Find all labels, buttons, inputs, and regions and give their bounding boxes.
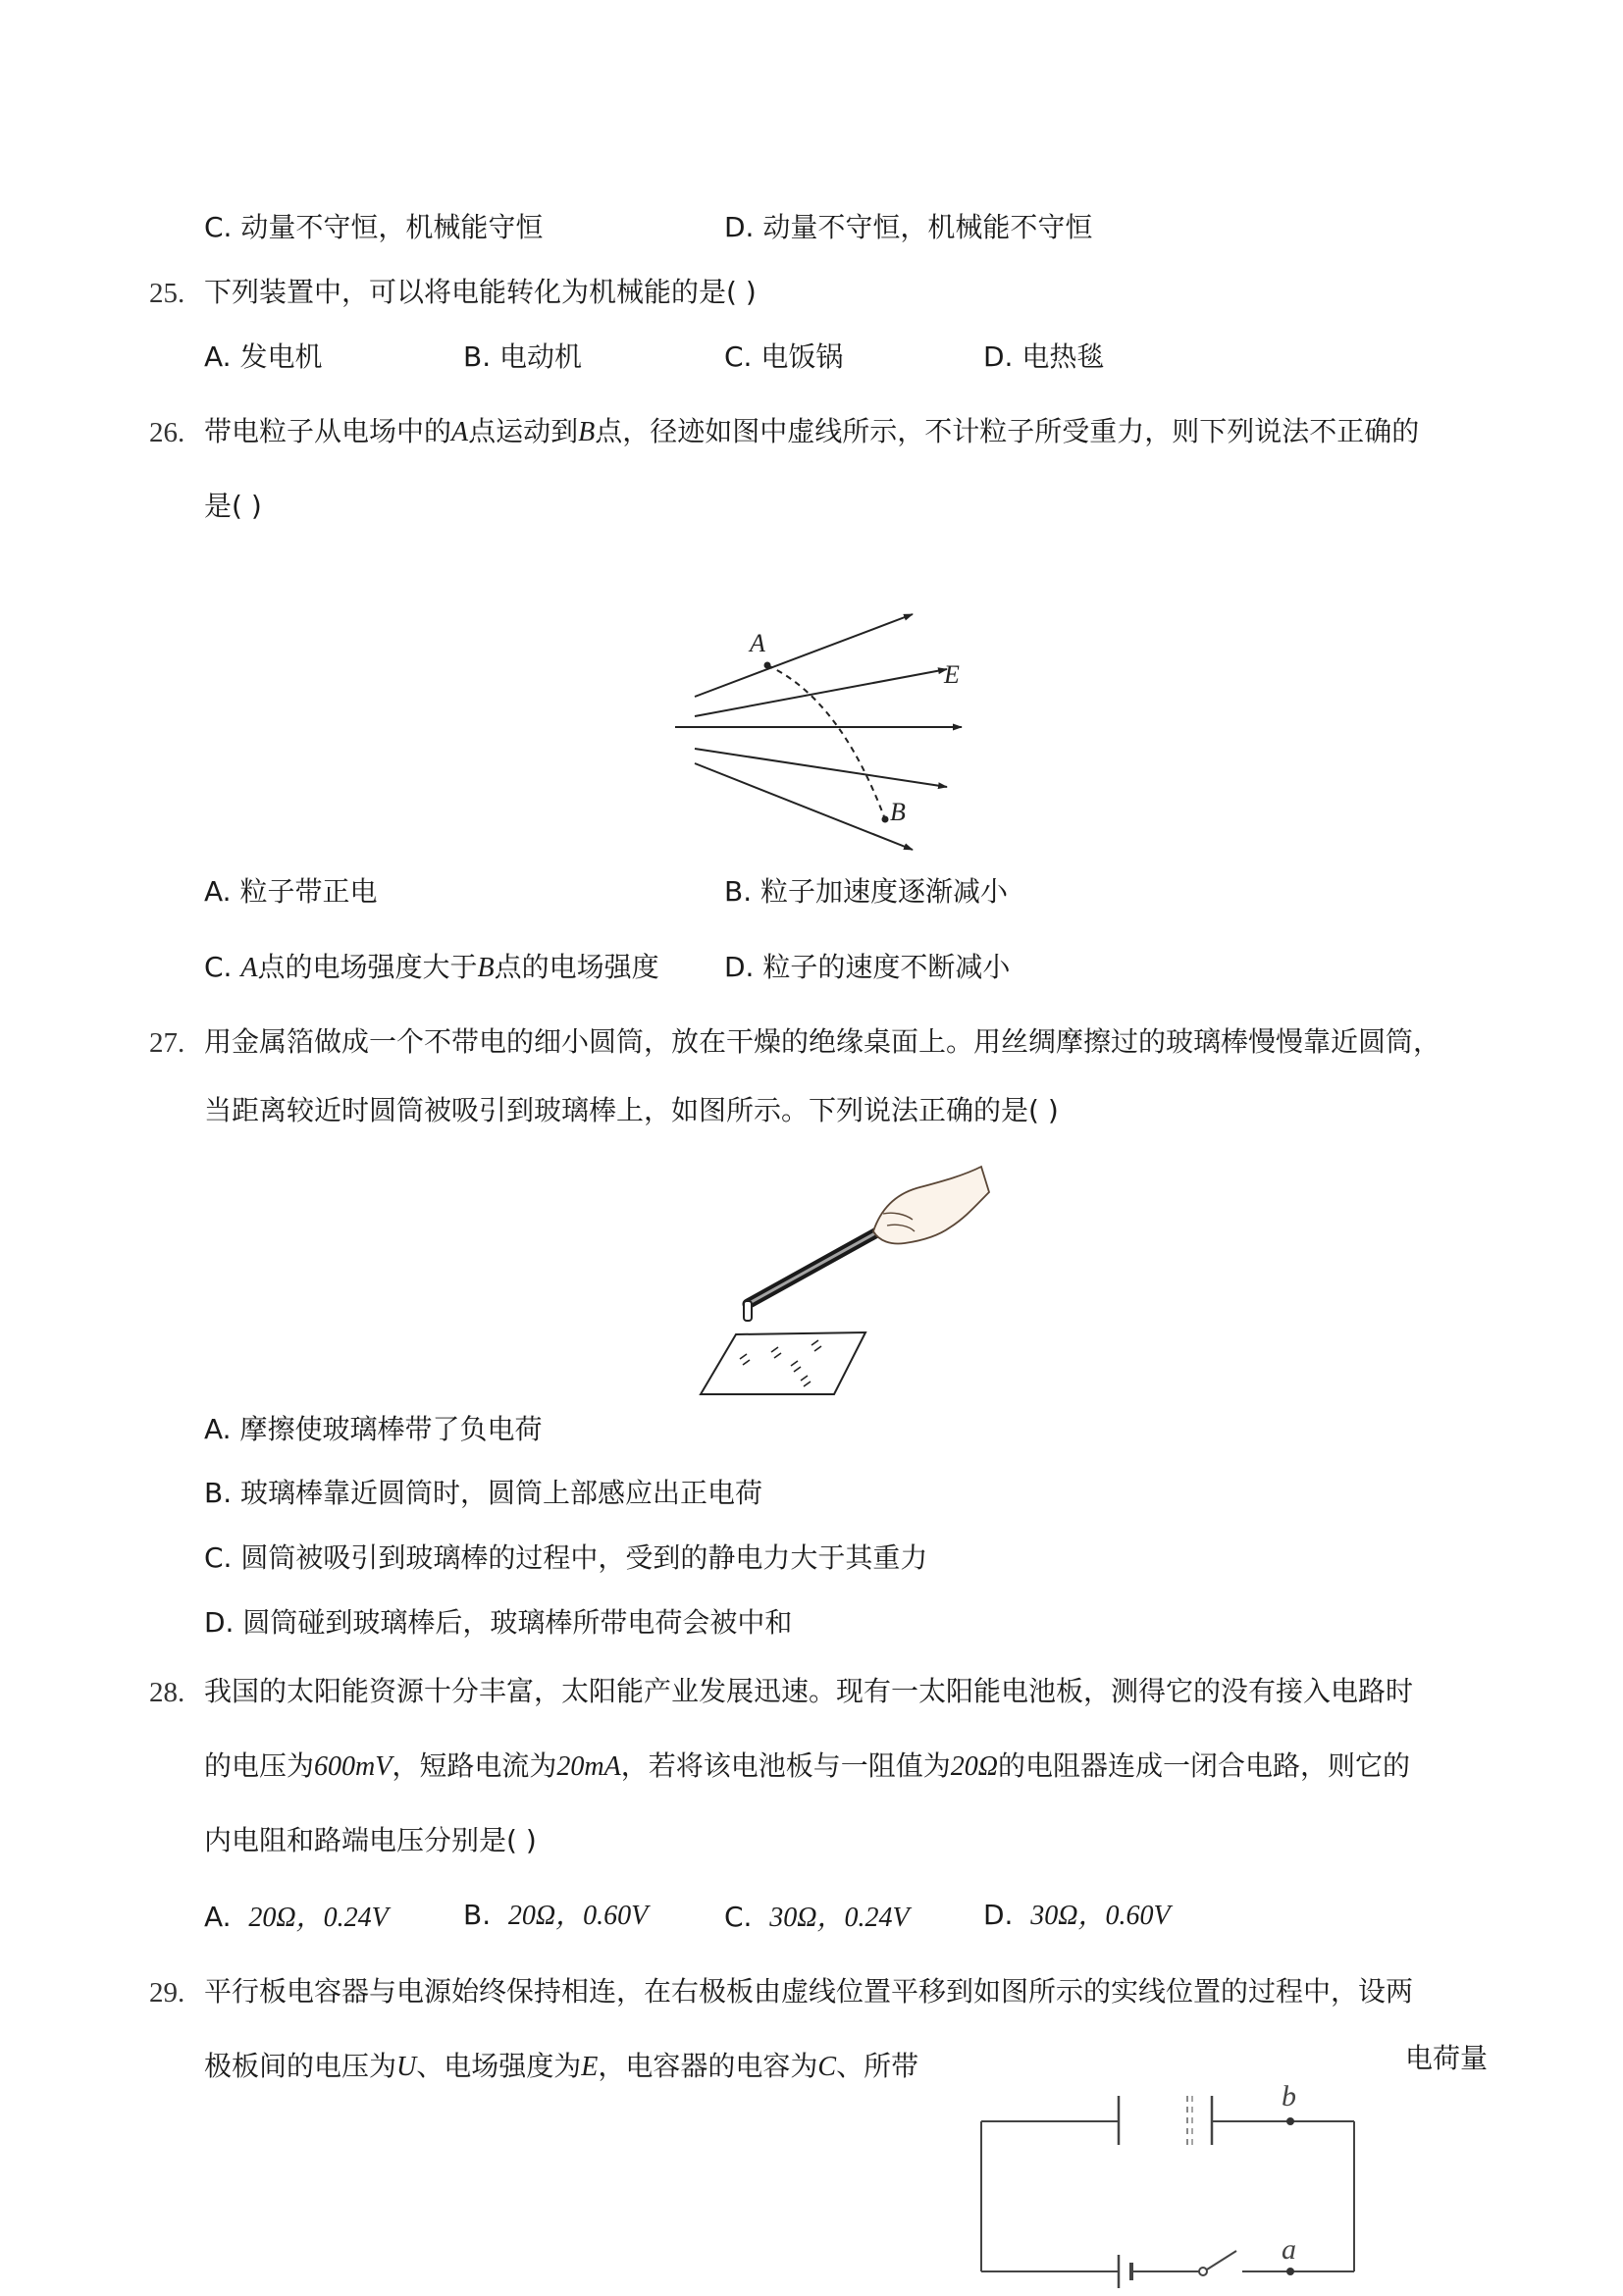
q28-option-b: B. 20Ω，0.60V: [463, 1899, 649, 1931]
q27-number: 27.: [149, 1027, 185, 1059]
q27-option-a: A. 摩擦使玻璃棒带了负电荷: [204, 1413, 543, 1445]
label-b: b: [1282, 2080, 1296, 2113]
q25-number: 25.: [149, 278, 185, 309]
point-b-dot: [1286, 2117, 1294, 2125]
field-line-4: [695, 749, 947, 787]
q26-stem-line1: 带电粒子从电场中的A点运动到B点，径迹如图中虚线所示，不计粒子所受重力，则下列说法不正确的: [204, 415, 1420, 447]
q26-option-b: B. 粒子加速度逐渐减小: [724, 875, 1009, 908]
q26-number: 26.: [149, 417, 185, 448]
q26-stem-line2: 是( ): [204, 490, 262, 522]
foil-marks: [740, 1340, 821, 1386]
q29-stem-line2: 极板间的电压为U、电场强度为E，电容器的电容为C、所带: [204, 2050, 919, 2082]
q24-option-d: D. 动量不守恒，机械能不守恒: [724, 211, 1093, 243]
q25-stem: 下列装置中，可以将电能转化为机械能的是( ): [204, 276, 757, 308]
q28-option-c: C. 30Ω，0.24V: [724, 1901, 910, 1933]
q29-stem-line1: 平行板电容器与电源始终保持相连，在右极板由虚线位置平移到如图所示的实线位置的过程中，设两: [204, 1975, 1414, 2008]
q25-option-a: A. 发电机: [204, 340, 323, 373]
q27-stem-line2: 当距离较近时圆筒被吸引到玻璃棒上，如图所示。下列说法正确的是( ): [204, 1094, 1059, 1126]
label-a: a: [1282, 2233, 1296, 2266]
glass-rod-figure: [687, 1163, 1011, 1398]
q27-option-d: D. 圆筒碰到玻璃棒后，玻璃棒所带电荷会被中和: [204, 1606, 793, 1639]
q26-option-c: C. A点的电场强度大于B点的电场强度: [204, 951, 659, 983]
label-a: A: [750, 629, 765, 657]
q28-stem-line2: 的电压为600mV，短路电流为20mA，若将该电池板与一阻值为20Ω的电阻器连成一闭合电路，则它的: [204, 1749, 1410, 1782]
point-a-dot: [1286, 2268, 1294, 2275]
point-a-dot: [764, 662, 771, 669]
q27-stem-line1: 用金属箔做成一个不带电的细小圆筒，放在干燥的绝缘桌面上。用丝绸摩擦过的玻璃棒慢慢靠近圆筒，: [204, 1025, 1441, 1058]
insulating-table: [701, 1332, 865, 1394]
q25-option-d: D. 电热毯: [983, 340, 1105, 373]
q27-option-c: C. 圆筒被吸引到玻璃棒的过程中，受到的静电力大于其重力: [204, 1541, 928, 1574]
q28-option-a: A. 20Ω，0.24V: [204, 1901, 389, 1933]
q25-option-b: B. 电动机: [463, 340, 583, 373]
particle-trajectory: [767, 665, 885, 819]
field-line-2: [695, 669, 947, 716]
foil-cylinder: [744, 1301, 752, 1321]
q29-number: 29.: [149, 1977, 185, 2009]
label-e: E: [944, 660, 960, 689]
q28-stem-line1: 我国的太阳能资源十分丰富，太阳能产业发展迅速。现有一太阳能电池板，测得它的没有接入电路时: [204, 1675, 1414, 1707]
switch-pivot: [1199, 2268, 1207, 2275]
q29-stem-line2-tail: 电荷量: [1405, 2042, 1489, 2074]
capacitor-circuit-figure: [971, 2070, 1364, 2296]
q27-option-b: B. 玻璃棒靠近圆筒时，圆筒上部感应出正电荷: [204, 1477, 763, 1509]
q26-option-a: A. 粒子带正电: [204, 875, 378, 908]
electric-field-figure: [667, 608, 981, 854]
switch-blade: [1207, 2251, 1236, 2270]
q25-option-c: C. 电饭锅: [724, 340, 844, 373]
hand: [873, 1167, 989, 1244]
q26-option-d: D. 粒子的速度不断减小: [724, 951, 1011, 983]
point-b-dot: [882, 816, 889, 823]
field-line-1: [695, 614, 913, 697]
q28-number: 28.: [149, 1677, 185, 1708]
q28-option-d: D. 30Ω，0.60V: [983, 1899, 1171, 1931]
q28-stem-line3: 内电阻和路端电压分别是( ): [204, 1824, 537, 1856]
label-b: B: [890, 798, 906, 826]
q24-option-c: C. 动量不守恒，机械能守恒: [204, 211, 544, 243]
